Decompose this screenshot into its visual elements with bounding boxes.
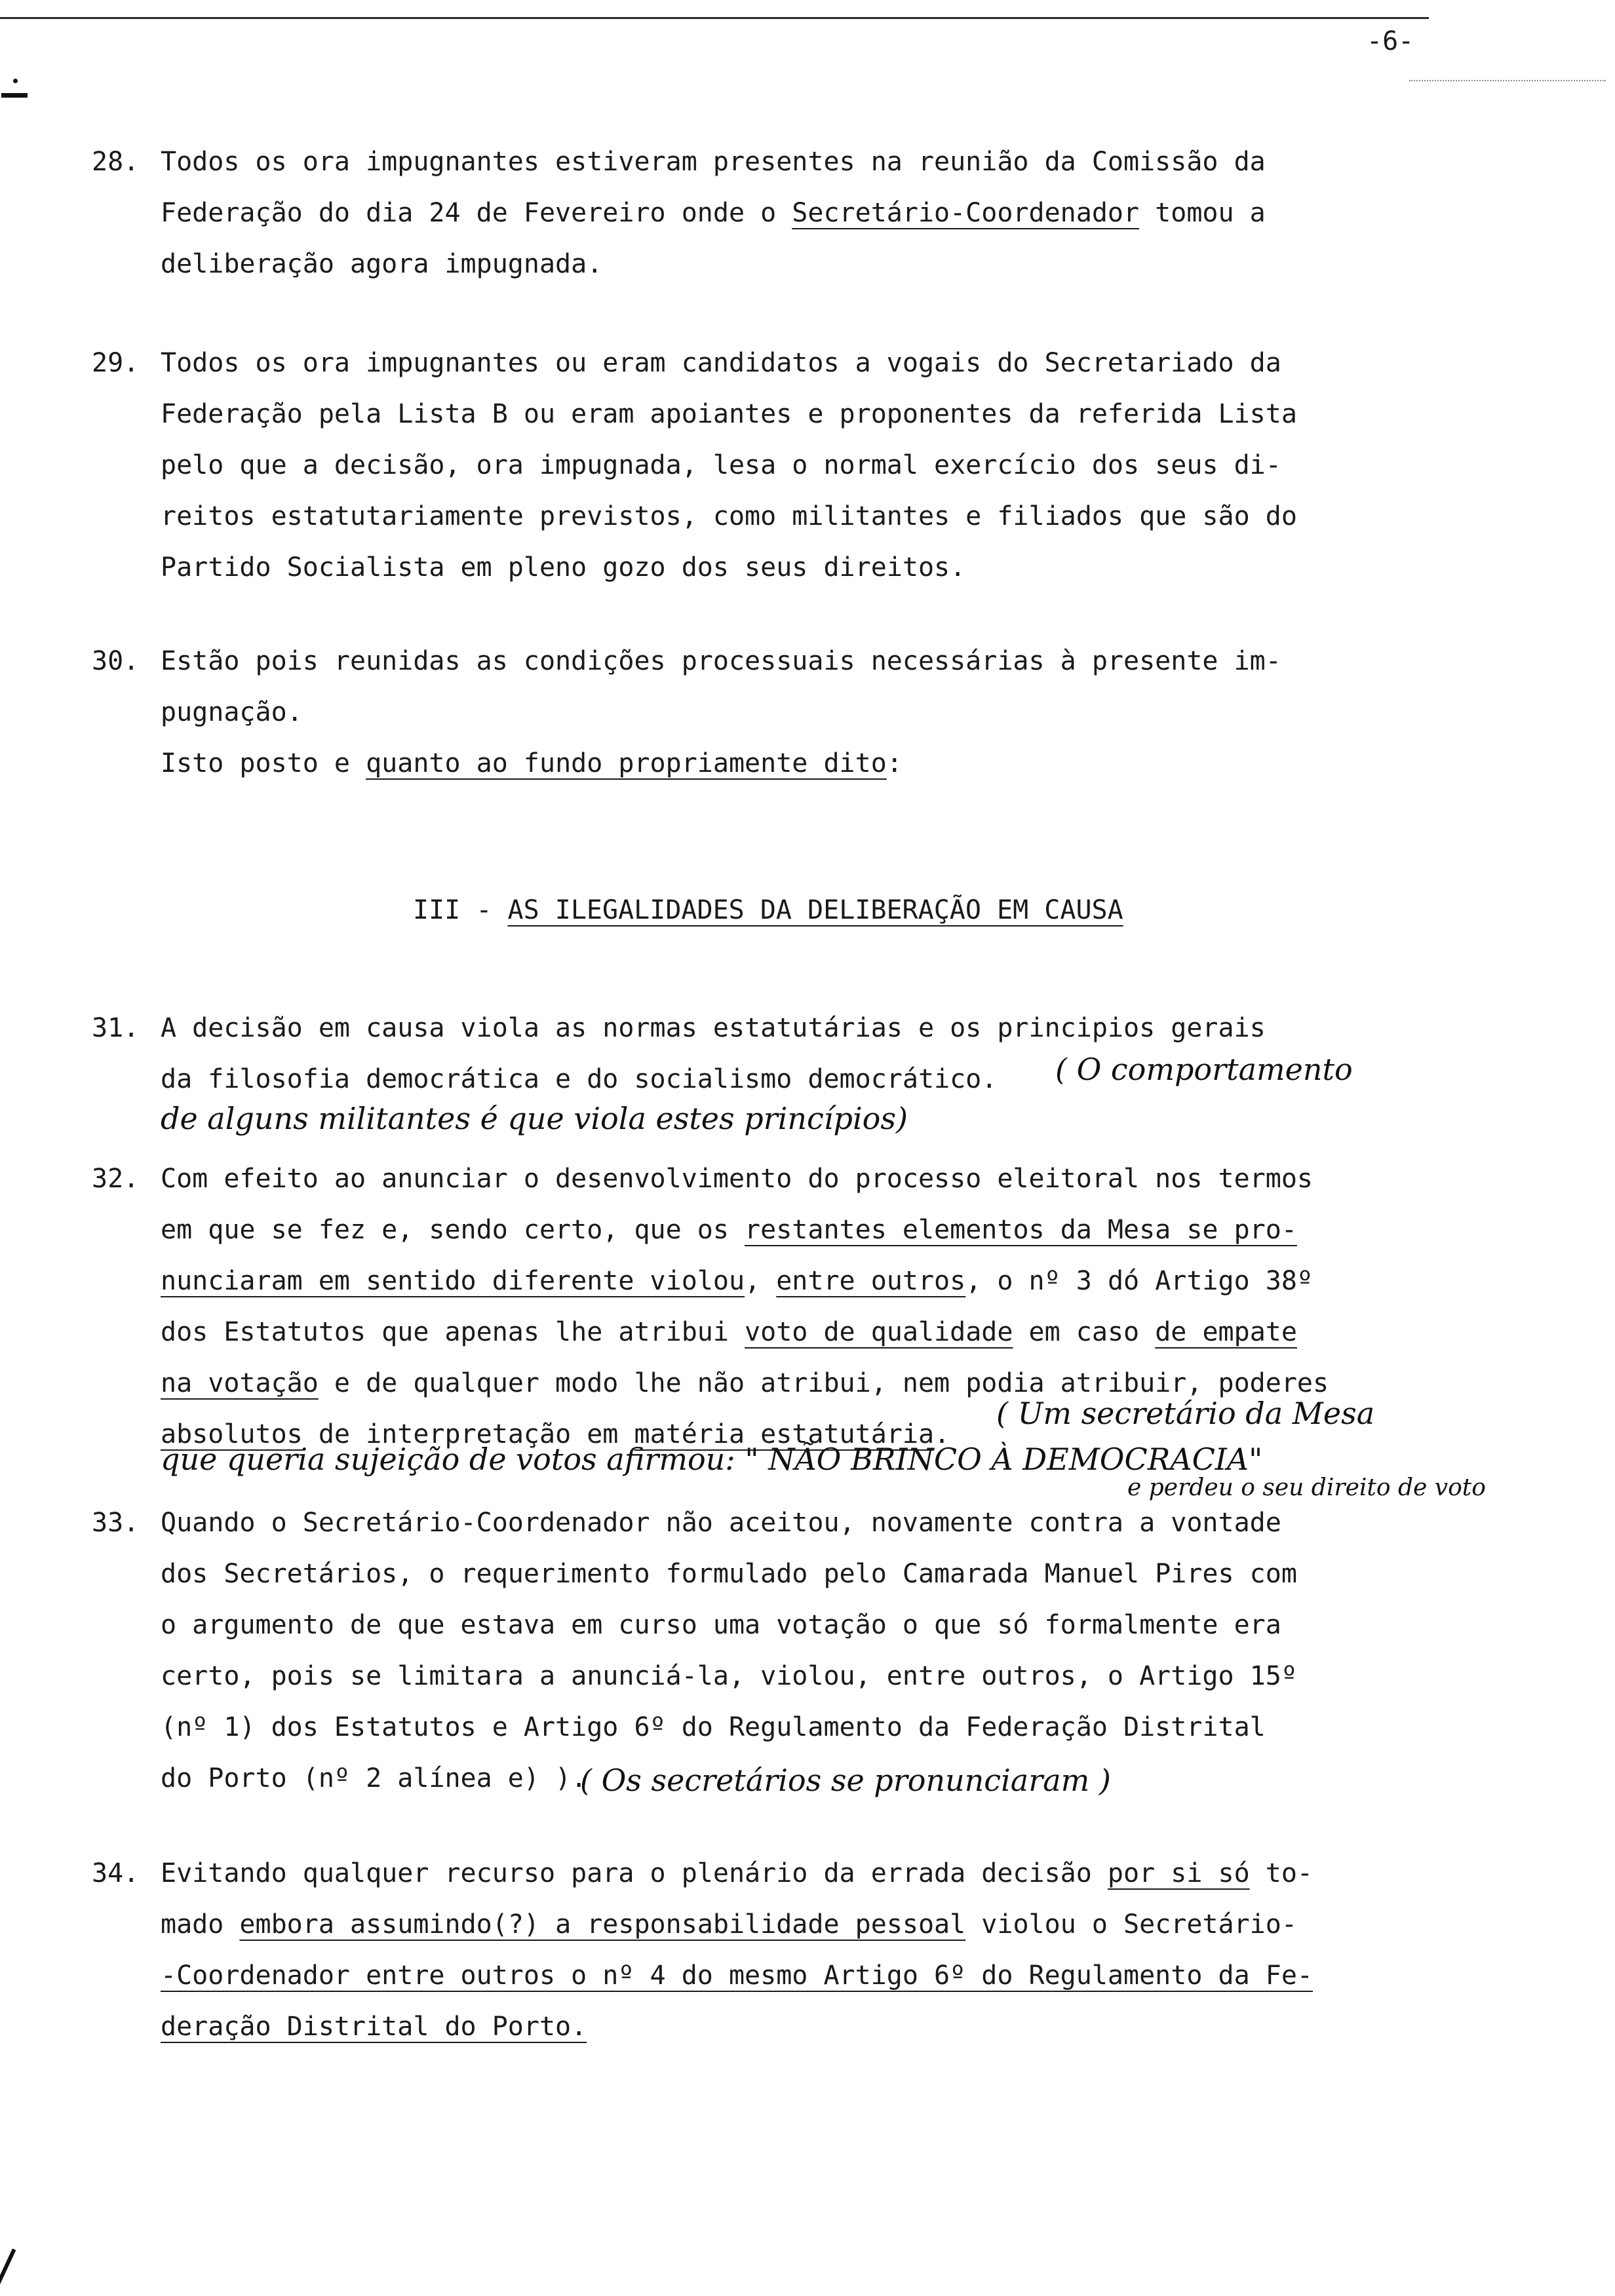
text-segment: pelo que a decisão, ora impugnada, lesa o normal exercício dos seus di-	[161, 450, 1281, 480]
text-line	[161, 1153, 1329, 1204]
text-segment: mado	[161, 1909, 240, 1940]
scan-mark	[1, 93, 28, 98]
text-segment: Federação pela Lista B ou eram apoiantes e proponentes da referida Lista	[161, 399, 1297, 429]
text-line	[161, 1702, 1297, 1753]
text-segment: , o nº 3 dó Artigo 38º	[965, 1266, 1313, 1296]
underlined-text: voto de qualidade	[745, 1317, 1013, 1347]
text-segment: tomou a	[1139, 198, 1266, 228]
text-segment: do Porto (nº 2 alínea e) ).	[161, 1763, 587, 1793]
text-line	[161, 440, 1297, 491]
text-segment: Todos os ora impugnantes estiveram presentes na reunião da Comissão da	[161, 147, 1266, 177]
section-heading-text: AS ILEGALIDADES DA DELIBERAÇÃO EM CAUSA	[507, 895, 1123, 925]
text-segment: Evitando qualquer recurso para o plenário da errada decisão	[161, 1858, 1108, 1888]
text-line	[161, 136, 1266, 187]
text-line	[161, 738, 1281, 789]
text-line	[161, 1497, 1297, 1548]
text-line	[161, 1548, 1297, 1599]
underlined-text: de empate	[1155, 1317, 1297, 1347]
text-segment: em caso	[1013, 1317, 1156, 1347]
text-line	[161, 1307, 1329, 1358]
text-line	[161, 1255, 1329, 1307]
underlined-text: restantes elementos da Mesa se pro-	[745, 1215, 1297, 1245]
text-line	[161, 542, 1297, 593]
paragraph-30	[92, 636, 1281, 789]
section-heading	[413, 885, 1123, 936]
text-segment: em que se fez e, sendo certo, que os	[161, 1215, 745, 1245]
text-line	[161, 687, 1281, 738]
text-segment: violou o Secretário-	[965, 1909, 1297, 1940]
text-segment: Federação do dia 24 de Fevereiro onde o	[161, 198, 792, 228]
handwritten-note: ( O comportamento	[1055, 1052, 1353, 1087]
handwritten-note: de alguns militantes é que viola estes princípios)	[161, 1101, 908, 1136]
handwritten-note: e perdeu o seu direito de voto	[1127, 1474, 1486, 1501]
text-line	[161, 1003, 1266, 1054]
text-segment: to-	[1249, 1858, 1313, 1888]
underlined-text: -Coordenador entre outros o nº 4 do mesmo Artigo 6º do Regulamento da Fe-	[161, 1961, 1313, 1991]
paragraph-number: 31.	[92, 1013, 140, 1043]
text-line	[161, 1848, 1313, 1899]
text-segment: A decisão em causa viola as normas estatutárias e os principios gerais	[161, 1013, 1266, 1043]
text-segment: Isto posto e	[161, 748, 366, 778]
text-segment: Partido Socialista em pleno gozo dos seus direitos.	[161, 552, 966, 583]
underlined-text: deração Distrital do Porto.	[161, 2012, 587, 2042]
scan-mark	[0, 2249, 16, 2286]
paragraph-29	[92, 337, 1297, 593]
underlined-text: entre outros	[776, 1266, 966, 1296]
paragraph-28	[92, 136, 1266, 290]
text-segment: certo, pois se limitara a anunciá-la, violou, entre outros, o Artigo 15º	[161, 1661, 1297, 1691]
paragraph-34	[92, 1848, 1313, 2052]
text-segment: (nº 1) dos Estatutos e Artigo 6º do Regulamento da Federação Distrital	[161, 1712, 1266, 1742]
text-segment: Estão pois reunidas as condições processuais necessárias à presente im-	[161, 646, 1281, 676]
text-segment: Com efeito ao anunciar o desenvolvimento do processo eleitoral nos termos	[161, 1164, 1313, 1194]
text-line	[161, 1651, 1297, 1702]
underlined-text: absolutos	[161, 1419, 303, 1449]
text-line	[161, 337, 1297, 389]
text-segment: de interpretação em	[302, 1419, 634, 1449]
underlined-text: Secretário-Coordenador	[792, 198, 1140, 228]
text-segment: pugnação.	[161, 697, 303, 727]
text-segment: ,	[745, 1266, 777, 1296]
text-line	[161, 239, 1266, 290]
text-line	[161, 389, 1297, 440]
page-number: -6-	[1367, 26, 1414, 56]
top-rule-dotted	[1409, 80, 1606, 81]
text-segment: dos Secretários, o requerimento formulado pelo Camarada Manuel Pires com	[161, 1559, 1297, 1589]
text-segment: da filosofia democrática e do socialismo democrático.	[161, 1064, 998, 1094]
underlined-text: por si só	[1107, 1858, 1250, 1888]
underlined-text: nunciaram em sentido diferente violou	[161, 1266, 745, 1296]
paragraph-number: 32.	[92, 1164, 140, 1194]
paragraph-33	[92, 1497, 1297, 1804]
paragraph-number: 34.	[92, 1858, 140, 1888]
text-segment: Quando o Secretário-Coordenador não aceitou, novamente contra a vontade	[161, 1508, 1281, 1538]
text-segment: dos Estatutos que apenas lhe atribui	[161, 1317, 745, 1347]
underlined-text: na votação	[161, 1368, 319, 1398]
underlined-text: matéria estatutária	[634, 1419, 935, 1449]
handwritten-note: ( Os secretários se pronunciaram )	[580, 1763, 1111, 1798]
handwritten-note: que queria sujeição de votos afirmou: " NÃO BRINCO À DEMOCRACIA"	[161, 1442, 1263, 1477]
paragraph-number: 33.	[92, 1508, 140, 1538]
text-segment: .	[934, 1419, 950, 1449]
section-heading-prefix: III -	[413, 895, 508, 925]
text-line	[161, 1204, 1329, 1255]
paragraph-number: 28.	[92, 147, 140, 177]
text-line	[161, 187, 1266, 239]
paragraph-number: 29.	[92, 348, 140, 378]
text-line	[161, 1899, 1313, 1950]
text-line	[161, 491, 1297, 542]
text-segment: deliberação agora impugnada.	[161, 249, 603, 279]
top-rule	[0, 17, 1429, 19]
text-segment: o argumento de que estava em curso uma votação o que só formalmente era	[161, 1610, 1281, 1640]
handwritten-note: ( Um secretário da Mesa	[996, 1396, 1375, 1431]
scan-mark	[13, 79, 18, 83]
text-segment: e de qualquer modo lhe não atribui, nem podia atribuir, poderes	[318, 1368, 1329, 1398]
paragraph-number: 30.	[92, 646, 140, 676]
text-line	[161, 1950, 1313, 2001]
text-segment: :	[886, 748, 903, 778]
text-segment: reitos estatutariamente previstos, como militantes e filiados que são do	[161, 501, 1297, 531]
text-line	[161, 1599, 1297, 1651]
text-segment: Todos os ora impugnantes ou eram candidatos a vogais do Secretariado da	[161, 348, 1281, 378]
underlined-text: embora assumindo(?) a responsabilidade pessoal	[239, 1909, 966, 1940]
text-line	[161, 2001, 1313, 2052]
underlined-text: quanto ao fundo propriamente dito	[366, 748, 887, 778]
text-line	[161, 636, 1281, 687]
